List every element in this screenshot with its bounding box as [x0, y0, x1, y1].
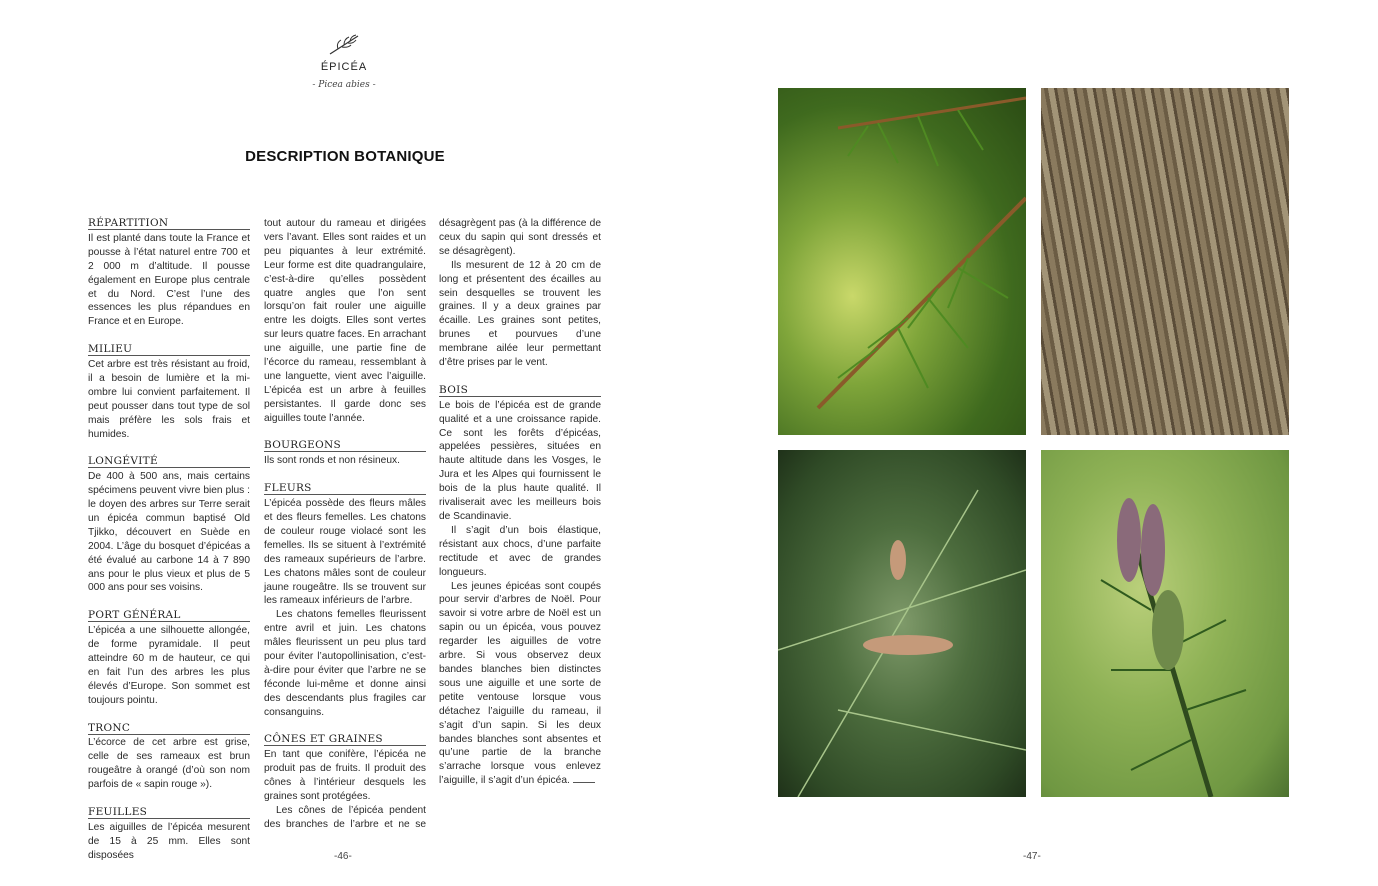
- paragraph: [439, 580, 601, 789]
- section-heading: BOURGEONS: [264, 439, 426, 452]
- section-heading: FEUILLES: [88, 806, 250, 819]
- section-heading: PORT GÉNÉRAL: [88, 609, 250, 622]
- paragraph: L’écorce de cet arbre est grise, celle de ses rameaux est brun rougeâtre à orangé (d’où son nom parfois de « sapin rouge »).: [88, 737, 250, 791]
- photo-spruce-branch: [778, 88, 1026, 435]
- paragraph: Il est planté dans toute la France et pousse à l’état naturel entre 700 et 2 000 m d’altitude. Il pousse également en Europe plus centrale et du Nord. C’est l’une des essences les plus répandues en France et en Europe.: [88, 232, 250, 328]
- paragraph-text: Les jeunes épicéas sont coupés pour servir d’arbres de Noël. Pour savoir si votre arbre de Noël est un sapin ou un épicéa, vous pouvez regarder les aiguilles de votre arbre. Si vous observez deux bandes blanches bien distinctes sous une aiguille et une sorte de petite ventouse lorsque vous détachez l’aiguille du rameau, il s’agit d’un sapin. Si les deux bandes blanches sont absentes et qu’une partie de la branche s’arrache lorsque vous enlevez l’aiguille, il s’agit d’un épicéa.: [439, 580, 601, 787]
- photo-spruce-male-flowers: [778, 450, 1026, 797]
- section-heading: RÉPARTITION: [88, 217, 250, 230]
- section-heading: CÔNES ET GRAINES: [264, 733, 426, 746]
- text-column-3: [439, 217, 601, 788]
- paragraph: L’épicéa a une silhouette allongée, de forme pyramidale. Il peut atteindre 60 m de hauteur, ce qui en fait l’un des arbres les plus élevés d’Europe. Son sommet est toujours pointu.: [88, 625, 250, 706]
- page-title: DESCRIPTION BOTANIQUE: [245, 148, 445, 165]
- text-column-1: [88, 217, 250, 863]
- paragraph: L’épicéa possède des fleurs mâles et des fleurs femelles. Les chatons de couleur rouge violacé sont les femelles. Ils se situent à l’extrémité des rameaux supérieurs de l’arbre. Les chatons mâles sont de couleur jaune rougeâtre. Ils se trouvent sur les rameaux inférieurs de l’arbre.: [264, 498, 426, 607]
- paragraph: De 400 à 500 ans, mais certains spécimens peuvent vivre bien plus : le doyen des arbres sur Terre serait un épicéa commun baptisé Old Tjikko, découvert en Suède en 2004. L’âge du bosquet d’épicéas a été évalué au carbone 14 à 7 890 ans pour le plus vieux et plus de 5 000 ans pour ses voisins.: [88, 471, 250, 594]
- paragraph: Le bois de l’épicéa est de grande qualité et a une croissance rapide. Ce sont les forêts d’épicéas, appelées pessières, situées en haute altitude dans les Vosges, le Jura et les Alpes qui fournissent le bois de la plus haute qualité. Il rivaliserait avec les meilleurs bois de Scandinavie.: [439, 399, 601, 522]
- photo-spruce-bark: [1041, 88, 1289, 435]
- paragraph: Il s’agit d’un bois élastique, résistant aux chocs, d’une parfaite rectitude et avec de grandes longueurs.: [439, 524, 601, 578]
- paragraph: Les chatons femelles fleurissent entre avril et juin. Les chatons mâles fleurissent un peu plus tard pour éviter l’autopollinisation, c’est-à-dire pour éviter que l’arbre ne se féconde lui-même et donne ainsi des descendants plus fragiles car consanguins.: [264, 609, 426, 718]
- paragraph: Cet arbre est très résistant au froid, il a besoin de lumière et la mi-ombre lui convient parfaitement. Il peut pousser dans tout type de sol mais préfère les sols frais et humides.: [88, 359, 250, 440]
- section-heading: BOIS: [439, 384, 601, 397]
- section-heading: FLEURS: [264, 482, 426, 495]
- paragraph: Ils sont ronds et non résineux.: [264, 455, 400, 467]
- latin-name: - Picea abies -: [312, 80, 376, 90]
- photo-spruce-female-cones: [1041, 450, 1289, 797]
- page-number-right: -47-: [1023, 851, 1041, 862]
- paragraph: tout autour du rameau et dirigées vers l’avant. Elles sont raides et un peu piquantes à leur extrémité. Leur forme est dite quadrangulaire, c’est-à-dire qu’elles possèdent quatre angles que l’on sent lorsqu’on fait rouler une aiguille entre les doigts. Elles sont vertes sur leurs quatre faces. En arrachant une aiguille, une partie fine de l’écorce du rameau, ressemblant à une languette, vient avec l’aiguille. L’épicéa est un arbre à feuilles persistantes. Il garde donc ses aiguilles toute l’année.: [264, 218, 426, 424]
- branch-logo-icon: [314, 30, 374, 58]
- species-name: ÉPICÉA: [320, 61, 368, 73]
- section-heading: TRONC: [88, 722, 250, 735]
- paragraph: Les cônes de l’épicéa pendent des branches de l’arbre et ne se: [264, 804, 426, 830]
- paragraph: En tant que conifère, l’épicéa ne produit pas de fruits. Il produit des cônes à l’intérieur desquels les graines sont protégées.: [264, 749, 426, 803]
- paragraph: désagrègent pas (à la différence de ceux du sapin qui sont dressés et se désagrègent).: [439, 218, 601, 257]
- end-ornament-icon: [573, 778, 595, 783]
- paragraph: Ils mesurent de 12 à 20 cm de long et présentent des écailles au sein desquelles se trouvent les graines. Il y a deux graines par écaille. Les graines sont petites, brunes et pourvues d’une membrane ailée leur permettant d’être prises par le vent.: [439, 259, 601, 369]
- section-heading: MILIEU: [88, 343, 250, 356]
- section-heading: LONGÉVITÉ: [88, 455, 250, 468]
- text-column-2: [264, 217, 426, 832]
- paragraph: Les aiguilles de l’épicéa mesurent de 15 à 25 mm. Elles sont disposées: [88, 821, 250, 861]
- page-number-left: -46-: [334, 851, 352, 862]
